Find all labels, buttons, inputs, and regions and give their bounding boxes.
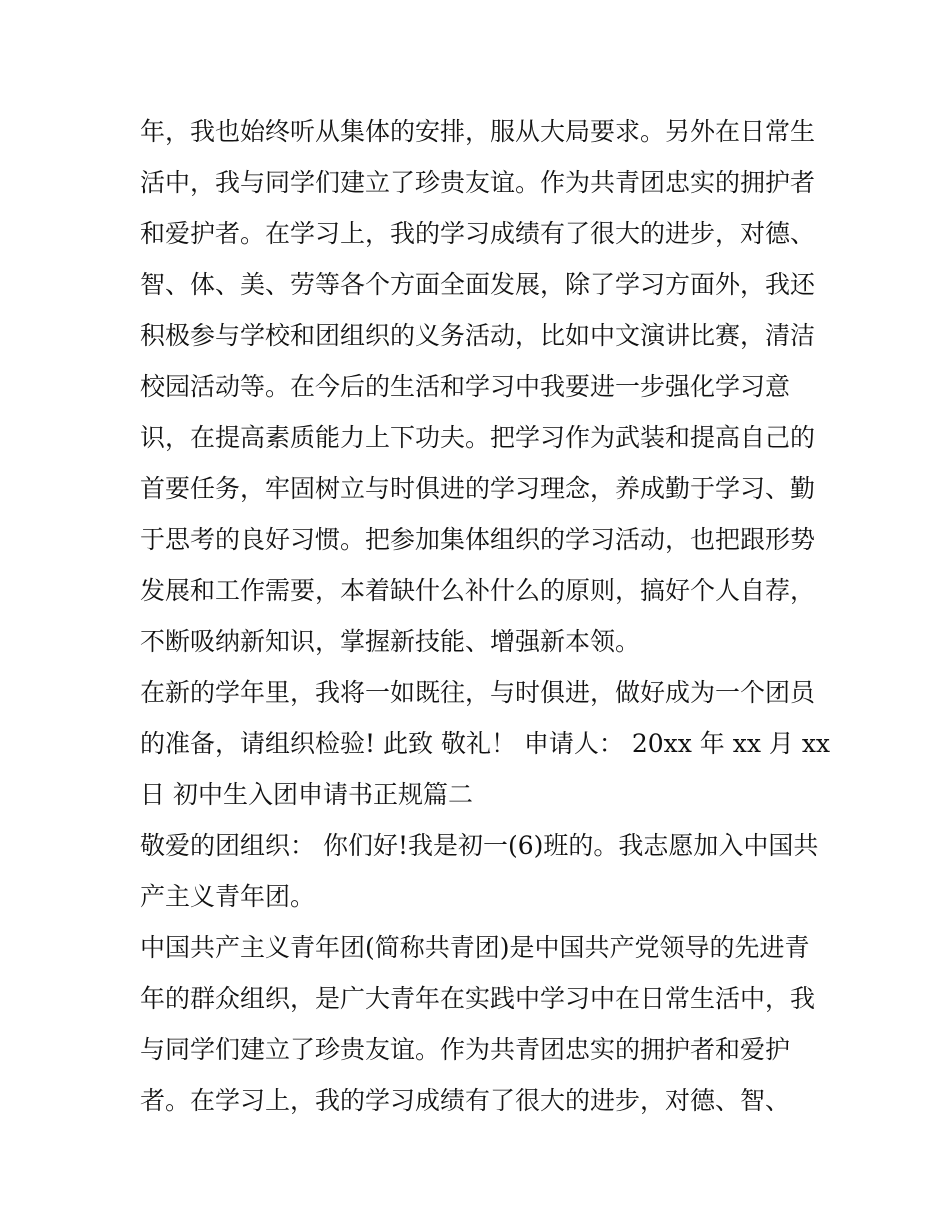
text-line: 首要任务，牢固树立与时俱进的学习理念，养成勤于学习、勤 xyxy=(140,474,816,503)
document-body xyxy=(140,106,830,1126)
text-line: 积极参与学校和团组织的义务活动，比如中文演讲比赛，清洁 xyxy=(140,321,816,350)
text-line: 智、体、美、劳等各个方面全面发展，除了学习方面外，我还 xyxy=(140,270,816,299)
text-line: 识，在提高素质能力上下功夫。把学习作为武装和提高自己的 xyxy=(140,423,816,452)
text-line: 的准备，请组织检验! 此致 敬礼！ 申请人： 20xx 年 xx 月 xx xyxy=(140,729,830,758)
text-line: 校园活动等。在今后的生活和学习中我要进一步强化学习意 xyxy=(140,372,791,401)
text-line: 产主义青年团。 xyxy=(140,882,316,911)
text-line: 中国共产主义青年团(简称共青团)是中国共产党领导的先进青 xyxy=(140,933,810,962)
text-line: 日 初中生入团申请书正规篇二 xyxy=(140,780,473,809)
text-line: 不断吸纳新知识，掌握新技能、增强新本领。 xyxy=(140,627,641,656)
text-line: 者。在学习上，我的学习成绩有了很大的进步，对德、智、 xyxy=(140,1086,791,1115)
text-line: 在新的学年里，我将一如既往，与时俱进，做好成为一个团员 xyxy=(140,678,816,707)
text-line: 活中，我与同学们建立了珍贵友谊。作为共青团忠实的拥护者 xyxy=(140,168,816,197)
text-line: 年的群众组织，是广大青年在实践中学习中在日常生活中，我 xyxy=(140,984,816,1013)
text-line: 年，我也始终听从集体的安排，服从大局要求。另外在日常生 xyxy=(140,117,816,146)
text-line: 于思考的良好习惯。把参加集体组织的学习活动，也把跟形势 xyxy=(140,525,816,554)
text-line: 与同学们建立了珍贵友谊。作为共青团忠实的拥护者和爱护 xyxy=(140,1035,791,1064)
text-line: 和爱护者。在学习上，我的学习成绩有了很大的进步，对德、 xyxy=(140,219,816,248)
text-line: 发展和工作需要，本着缺什么补什么的原则，搞好个人自荐， xyxy=(140,576,816,605)
text-line: 敬爱的团组织： 你们好!我是初一(6)班的。我志愿加入中国共 xyxy=(140,831,819,860)
